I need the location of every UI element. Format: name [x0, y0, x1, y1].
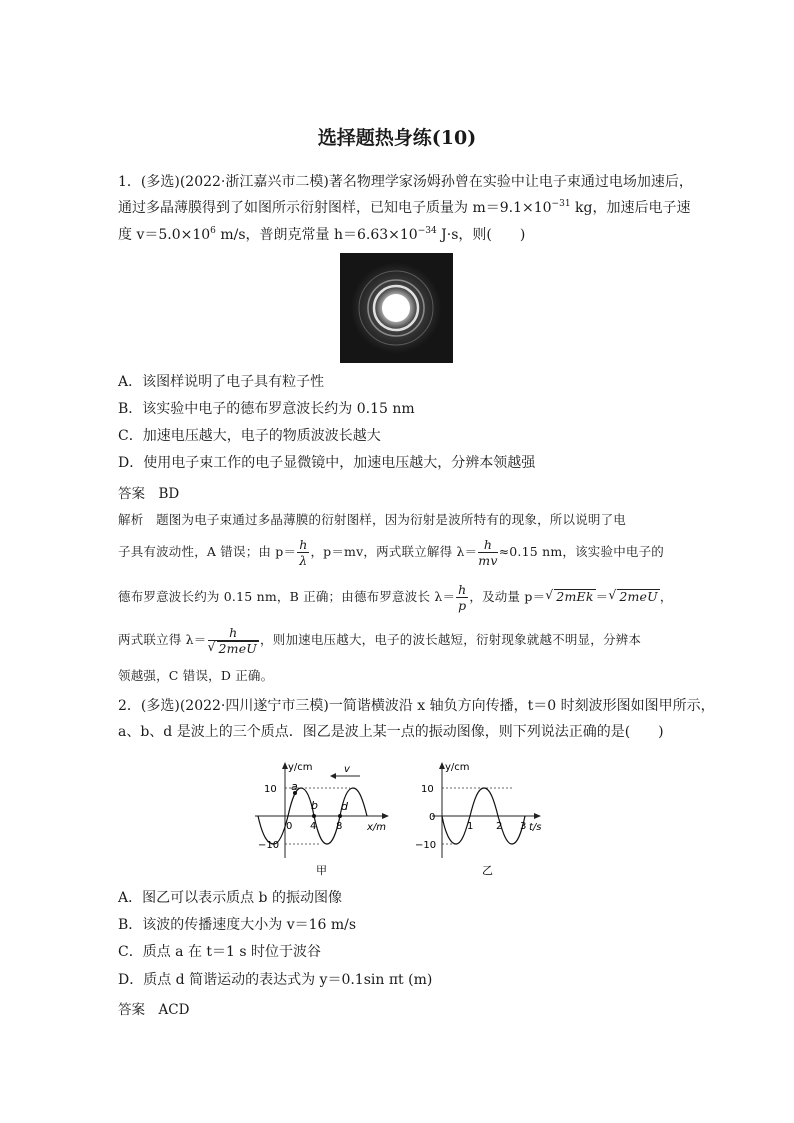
q1-option-a: A．该图样说明了电子具有粒子性 [118, 374, 325, 390]
ytick-neg10: −10 [415, 840, 437, 851]
q1-option-d: D．使用电子束工作的电子显微镜中，加速电压越大，分辨本领越强 [118, 455, 536, 471]
q1-option-b: B．该实验中电子的德布罗意波长约为 0.15 nm [118, 401, 415, 417]
velocity-label: v [344, 764, 350, 775]
x-axis-label: x/m [367, 822, 387, 833]
q1-solution-line2: 子具有波动性，A 错误；由 p＝ $\frac{h}{\lambda}$ ，p＝mv，两式联立解得 λ＝ $\frac{h}{mv}$ ≈0.15 nm，该实验中电子的 [118, 537, 664, 568]
ytick-10: 10 [421, 784, 434, 795]
q2-option-d: D．质点 d 简谐运动的表达式为 y＝0.1sin πt (m) [118, 972, 433, 988]
label-d: d [341, 800, 348, 813]
q2-option-b: B．该波的传播速度大小为 v＝16 m/s [118, 917, 357, 933]
ytick-10: 10 [264, 784, 277, 795]
xtick-0: 0 [286, 821, 293, 832]
point-d [338, 814, 342, 818]
q1-stem-line1: 1．(多选)(2022·浙江嘉兴市二模)著名物理学家汤姆孙曾在实验中让电子束通过电场加速后， [118, 174, 693, 190]
t-axis-arrow [534, 813, 541, 819]
xtick-8: 8 [336, 821, 343, 832]
ttick-2: 2 [496, 821, 503, 832]
ytick-neg10: −10 [258, 840, 280, 851]
wave-graph-left [250, 758, 400, 878]
q2-stem-line2: a、b、d 是波上的三个质点．图乙是波上某一点的振动图像，则下列说法正确的是( ) [118, 724, 664, 740]
q1-solution-line5: 领越强，C 错误，D 正确。 [118, 668, 274, 683]
ytick-0: 0 [429, 812, 436, 823]
xtick-4: 4 [310, 821, 317, 832]
q1-solution-line4: 两式联立得 λ＝ h √ 2meU ，则加速电压越大，电子的波长越短，衍射现象就越不明显，分辨本 [118, 625, 641, 656]
ttick-3: 3 [520, 821, 527, 832]
caption-left: 甲 [316, 864, 327, 877]
velocity-arrowhead [330, 773, 336, 779]
q1-answer: 答案 BD [118, 486, 180, 502]
y-axis-label: y/cm [288, 762, 313, 773]
point-b [312, 814, 316, 818]
q1-solution-line3: 德布罗意波长约为 0.15 nm，B 正确；由德布罗意波长 λ＝ $\frac{h}{p}$ ，及动量 p＝√ 2mEk ＝√ 2meU ， [118, 582, 673, 613]
x-axis-arrow [382, 813, 389, 819]
q2-stem-line1: 2．(多选)(2022·四川遂宁市三模)一简谐横波沿 x 轴负方向传播，t＝0 时刻波形图如图甲所示， [118, 698, 715, 714]
q1-stem-line2: 通过多晶薄膜得到了如图所示衍射图样，已知电子质量为 $m=9.1\times 10^{-31}$ kg，加速后电子速 [118, 199, 691, 216]
q2-answer: 答案 ACD [118, 1002, 190, 1018]
vibration-graph-right [412, 758, 552, 878]
label-b: b [311, 799, 318, 812]
t-axis-label: t/s [529, 822, 542, 833]
page-title: 选择题热身练(10) [317, 127, 477, 149]
q1-option-c: C．加速电压越大，电子的物质波波长越大 [118, 428, 381, 444]
label-a: a [291, 780, 298, 793]
ttick-1: 1 [467, 821, 474, 832]
q2-option-c: C．质点 a 在 t＝1 s 时位于波谷 [118, 944, 322, 960]
y-axis-label: y/cm [445, 762, 470, 773]
q1-solution-line1: 解析 题图为电子束通过多晶薄膜的衍射图样，因为衍射是波所特有的现象，所以说明了电 [118, 512, 627, 527]
caption-right: 乙 [482, 864, 493, 877]
q2-option-a: A．图乙可以表示质点 b 的振动图像 [118, 890, 342, 906]
diffraction-pattern-image [340, 253, 453, 363]
q1-stem-line3: 度 $v=5.0\times 10^6$ m/s，普朗克常量 $h=6.63\times 10^{-34}$ J·s，则( ) [118, 226, 526, 243]
